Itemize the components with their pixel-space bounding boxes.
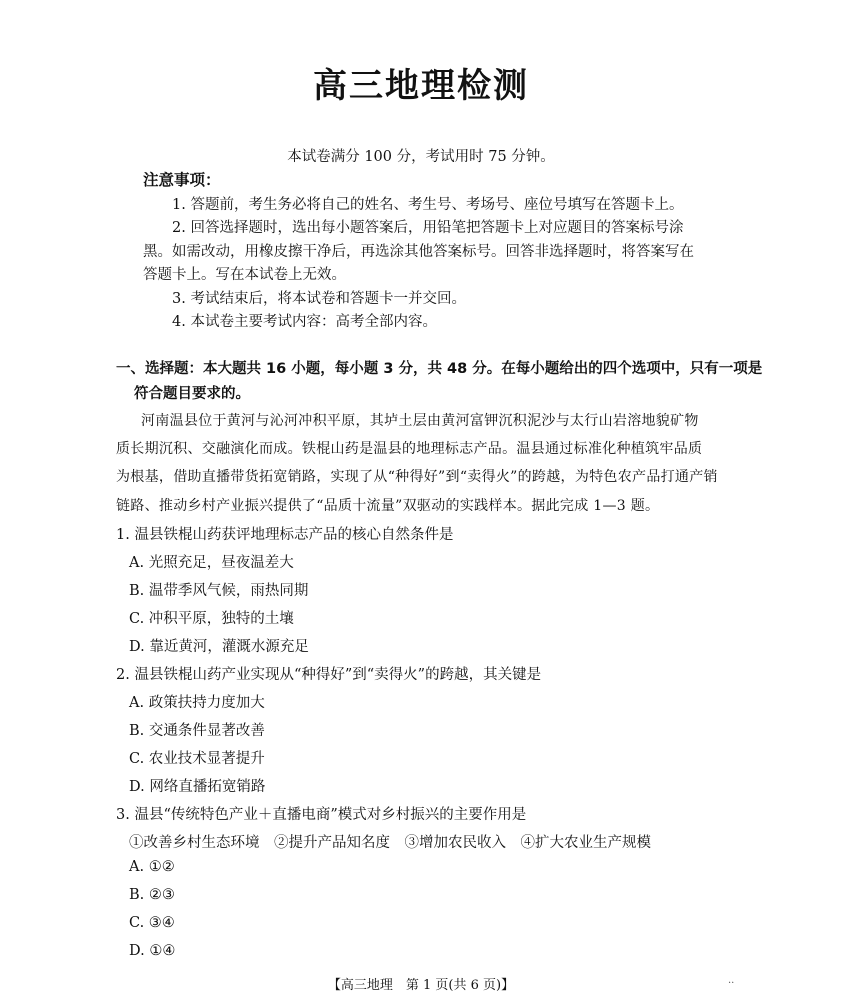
notice-heading: 注意事项：: [143, 171, 221, 189]
option-d: D. 网络直播拓宽销路: [129, 779, 266, 795]
option-c: C. ③④: [129, 915, 175, 931]
option-b: B. 交通条件显著改善: [129, 723, 265, 739]
notice-line: 4. 本试卷主要考试内容：高考全部内容。: [172, 314, 437, 330]
question-stem: 3. 温县“传统特色产业＋直播电商”模式对乡村振兴的主要作用是: [116, 807, 527, 823]
section-heading: 一、选择题：本大题共 16 小题，每小题 3 分，共 48 分。在每小题给出的四个选项中，只有一项是: [116, 361, 763, 377]
notice-line: 3. 考试结束后，将本试卷和答题卡一并交回。: [172, 291, 466, 307]
passage-line: 河南温县位于黄河与沁河冲积平原，其垆土层由黄河富钾沉积泥沙与太行山岩溶地貌矿物: [141, 413, 699, 429]
option-d: D. 靠近黄河，灌溉水源充足: [129, 639, 309, 655]
option-a: A. ①②: [129, 859, 175, 875]
question-stem: 1. 温县铁棍山药获评地理标志产品的核心自然条件是: [116, 527, 454, 543]
option-c: C. 冲积平原，独特的土壤: [129, 611, 294, 627]
page-footer: 【高三地理 第 1 页(共 6 页)】: [327, 978, 515, 993]
section-heading-cont: 符合题目要求的。: [134, 386, 250, 402]
corner-mark: ..: [728, 975, 735, 986]
notice-line: 黑。如需改动，用橡皮擦干净后，再选涂其他答案标号。回答非选择题时，将答案写在: [143, 244, 694, 260]
exam-info: 本试卷满分 100 分，考试用时 75 分钟。: [287, 149, 555, 165]
page-title: 高三地理检测: [313, 66, 529, 106]
notice-line: 2. 回答选择题时，选出每小题答案后，用铅笔把答题卡上对应题目的答案标号涂: [172, 220, 684, 236]
option-a: A. 光照充足，昼夜温差大: [129, 555, 294, 571]
question-statements: ①改善乡村生态环境 ②提升产品知名度 ③增加农民收入 ④扩大农业生产规模: [129, 835, 651, 851]
option-a: A. 政策扶持力度加大: [129, 695, 265, 711]
option-c: C. 农业技术显著提升: [129, 751, 265, 767]
option-b: B. ②③: [129, 887, 175, 903]
option-d: D. ①④: [129, 943, 176, 959]
option-b: B. 温带季风气候，雨热同期: [129, 583, 309, 599]
notice-line: 答题卡上。写在本试卷上无效。: [143, 267, 346, 283]
passage-line: 质长期沉积、交融演化而成。铁棍山药是温县的地理标志产品。温县通过标准化种植筑牢品质: [116, 441, 703, 457]
question-stem: 2. 温县铁棍山药产业实现从“种得好”到“卖得火”的跨越，其关键是: [116, 667, 542, 683]
notice-line: 1. 答题前，考生务必将自己的姓名、考生号、考场号、座位号填写在答题卡上。: [172, 197, 684, 213]
passage-line: 为根基，借助直播带货拓宽销路，实现了从“种得好”到“卖得火”的跨越，为特色农产品打通产销: [116, 469, 718, 485]
passage-line: 链路、推动乡村产业振兴提供了“品质十流量”双驱动的实践样本。据此完成 1—3 题。: [116, 498, 660, 514]
